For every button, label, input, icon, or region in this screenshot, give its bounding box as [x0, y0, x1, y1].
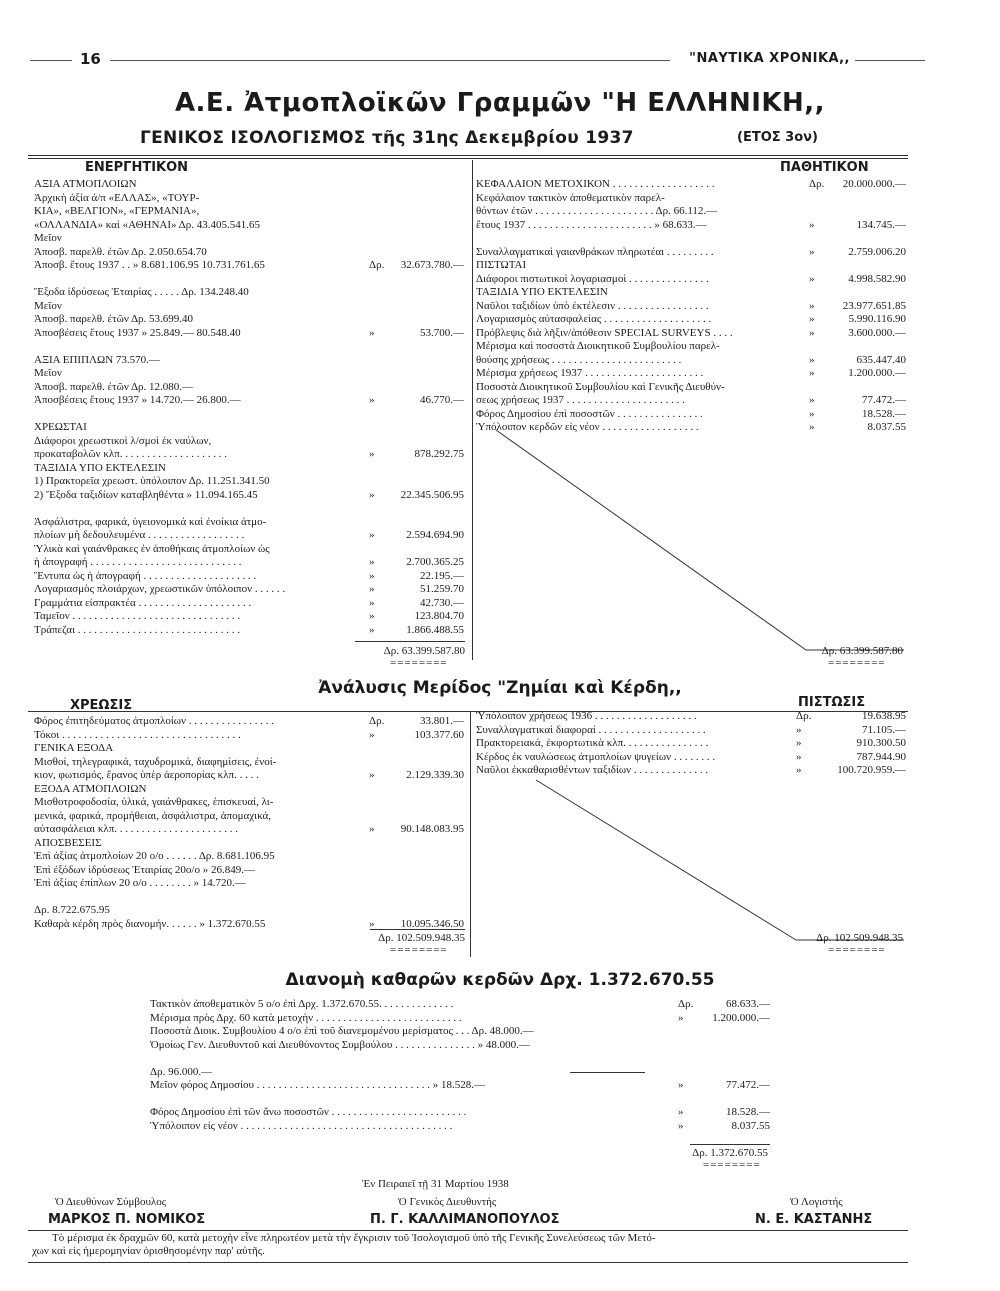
line-label: Ταμεῖον . . . . . . . . . . . . . . . . . . . . . . . . . . . . . . .: [34, 610, 241, 622]
column-divider: [472, 160, 473, 660]
line-label: Ἐπὶ ἀξίας ἐπίπλων 20 ο/ο . . . . . . . . » 14.720.—: [34, 877, 246, 889]
currency-mark: »: [369, 326, 375, 339]
line-item: [34, 462, 464, 476]
line-item: [150, 1039, 770, 1053]
line-label: Ἔξοδα ἱδρύσεως Ἑταιρίας . . . . . Δρ. 134.248.40: [34, 286, 249, 298]
currency-mark: »: [678, 1106, 684, 1118]
line-item: [34, 823, 464, 837]
line-label: Μισθοί, τηλεγραφικά, ταχυδρομικά, διαφημίσεις, ἐνοί-: [34, 755, 277, 768]
line-label: ΕΞΟΔΑ ΑΤΜΟΠΛΟΙΩΝ: [34, 782, 147, 795]
currency-mark: »: [369, 823, 375, 835]
line-label: ΑΞΙΑ ΕΠΙΠΛΩΝ 73.570.—: [34, 353, 160, 366]
line-item: [34, 435, 464, 449]
line-label: Ἀποσβ. παρελθ. ἐτῶν Δρ. 12.080.—: [34, 380, 194, 393]
currency-mark: »: [678, 1119, 684, 1132]
amount: 3.600.000.—: [848, 326, 906, 339]
currency-mark: »: [809, 326, 815, 339]
currency-mark: »: [809, 407, 815, 420]
publication-name: "ΝΑΥΤΙΚΑ ΧΡΟΝΙΚΑ,,: [689, 51, 850, 66]
line-item: [476, 300, 906, 314]
line-item: [34, 543, 464, 557]
amount: 23.977.651.85: [842, 299, 906, 312]
amount: 134.745.—: [856, 218, 906, 231]
line-item: [476, 219, 906, 233]
amount: 123.804.70: [414, 610, 464, 622]
amount: 18.528.—: [862, 407, 906, 420]
line-label: Ἔντυπα ὡς ἡ ἀπογραφή . . . . . . . . . . . . . . . . . . . . .: [34, 569, 257, 582]
debit-total: [340, 932, 465, 944]
place-date: Ἐν Πειραιεῖ τῇ 31 Μαρτίου 1938: [362, 1178, 509, 1190]
amount: 22.345.506.95: [400, 488, 464, 501]
line-item: [34, 205, 464, 219]
amount: 5.990.116.90: [848, 313, 906, 325]
assets-list: [34, 178, 464, 637]
currency-mark: »: [369, 569, 375, 582]
currency-mark: »: [369, 596, 375, 609]
line-item: [476, 246, 906, 260]
line-label: Ναῦλοι ταξιδίων ὑπὸ ἐκτέλεσιν . . . . . . . . . . . . . . . . .: [476, 299, 709, 312]
line-label: ΧΡΕΩΣΤΑΙ: [34, 421, 87, 433]
amount: 1.200.000.—: [848, 367, 906, 379]
line-label: Συναλλαγματικαὶ γαιανθράκων πληρωτέαι . . . . . . . . .: [476, 245, 714, 258]
amount: 635.447.40: [856, 353, 906, 366]
line-label: Ὑπόλοιπον χρήσεως 1936 . . . . . . . . . . . . . . . . . . .: [476, 710, 697, 722]
double-rule: ========: [390, 944, 448, 956]
signature-role: Ὁ Γενικὸς Διευθυντής: [398, 1196, 497, 1208]
amount: 10.095.346.50: [400, 917, 464, 930]
line-item: [476, 367, 906, 381]
distribution-total: [650, 1147, 768, 1159]
double-rule: ========: [703, 1159, 761, 1171]
line-item: [150, 998, 770, 1012]
line-label: προκαταβολῶν κλπ. . . . . . . . . . . . . . . . . . . .: [34, 448, 228, 460]
amount: 90.148.083.95: [400, 823, 464, 835]
credit-total-label: Δρ.: [816, 932, 832, 944]
line-item: [34, 475, 464, 489]
line-label: Λογαριασμὸς αὐτασφαλείας . . . . . . . . . . . . . . . . . . . .: [476, 313, 712, 325]
line-item: [476, 751, 906, 765]
signature-name: Π. Γ. ΚΑΛΛΙΜΑΝΟΠΟΥΛΟΣ: [370, 1212, 560, 1227]
line-label: Κεφάλαιον τακτικὸν ἀποθεματικὸν παρελ-: [476, 191, 665, 204]
footnote-line: χων καὶ εἰς ἡμερομηνίαν ὁρισθησομένην παρ' αὐτῆς.: [32, 1245, 265, 1257]
currency-mark: »: [809, 245, 815, 258]
line-label: ΓΕΝΙΚΑ ΕΞΟΔΑ: [34, 742, 114, 754]
line-label: Μέρισμα πρὸς Δρχ. 60 κατὰ μετοχὴν . . . . . . . . . . . . . . . . . . . . . . . . . . .: [150, 1011, 462, 1024]
line-label: Πρακτορειακά, ἐκφορτωτικὰ κλπ. . . . . . . . . . . . . . . .: [476, 737, 709, 749]
line-label: Ἀποσβέσεις ἔτους 1937 » 25.849.— 80.548.40: [34, 326, 241, 339]
line-label: Ὑπόλοιπον εἰς νέον . . . . . . . . . . . . . . . . . . . . . . . . . . . . . . . . . . . . . . .: [150, 1119, 453, 1132]
line-item: [34, 529, 464, 543]
line-label: Ναῦλοι ἐκκαθαρισθέντων ταξιδίων . . . . . . . . . . . . . .: [476, 764, 709, 776]
double-rule: ========: [828, 944, 886, 956]
line-label: Ὑλικὰ καὶ γαιάνθρακες ἐν ἀποθήκαις ἀτμοπλοίων ὡς: [34, 542, 270, 555]
currency-mark: »: [796, 737, 802, 749]
double-rule: ========: [828, 657, 886, 669]
line-item: [34, 232, 464, 246]
line-label: ΚΕΦΑΛΑΙΟΝ ΜΕΤΟΧΙΚΟΝ . . . . . . . . . . . . . . . . . . .: [476, 178, 715, 190]
footnote-line: Τὸ μέρισμα ἐκ δραχμῶν 60, κατὰ μετοχὴν εἶνε πληρωτέον μετὰ τὴν ἔγκρισιν τοῦ Ἰσολογισμοῦ ὑπὸ τῆς Γενικῆς Συνελεύσεως τῶν Μετό-: [52, 1232, 656, 1244]
line-label: «ΟΛΛΑΝΔΙΑ» καὶ «ΑΘΗΝΑΙ» Δρ. 43.405.541.65: [34, 218, 260, 231]
amount: 19.638.95: [862, 710, 906, 722]
amount: 100.720.959.—: [837, 764, 906, 776]
line-label: Φόρος ἐπιτηδεύματος ἀτμοπλοίων . . . . . . . . . . . . . . . .: [34, 715, 275, 727]
line-item: [150, 1133, 770, 1147]
line-item: [34, 502, 464, 516]
line-item: [34, 756, 464, 770]
amount: 51.259.70: [420, 583, 464, 595]
line-item: [34, 394, 464, 408]
currency-mark: »: [678, 1011, 684, 1024]
divider: [28, 1262, 908, 1263]
line-label: ΑΞΙΑ ΑΤΜΟΠΛΟΙΩΝ: [34, 178, 137, 190]
currency-mark: »: [369, 583, 375, 595]
debit-total-value: 102.509.948.35: [396, 932, 465, 944]
line-item: [34, 192, 464, 206]
amount: 68.633.—: [726, 998, 770, 1010]
pl-title: Ἀνάλυσις Μερίδος "Ζημίαι καὶ Κέρδη,,: [318, 678, 682, 698]
line-label: Τράπεζαι . . . . . . . . . . . . . . . . . . . . . . . . . . . . . .: [34, 623, 241, 636]
line-label: Ἀποσβ. παρελθ. ἐτῶν Δρ. 2.050.654.70: [34, 245, 207, 258]
line-label: Ὁμοίως Γεν. Διευθυντοῦ καὶ Διευθύνοντος Συμβούλου . . . . . . . . . . . . . . . » 48.000.—: [150, 1038, 530, 1051]
line-label: Συναλλαγματικαὶ διαφοραί . . . . . . . . . . . . . . . . . . . .: [476, 723, 706, 736]
line-label: ΤΑΞΙΔΙΑ ΥΠΟ ΕΚΤΕΛΕΣΙΝ: [34, 461, 166, 474]
credit-total-value: 102.509.948.35: [834, 932, 903, 944]
line-item: [34, 367, 464, 381]
line-item: [476, 205, 906, 219]
currency-mark: »: [678, 1079, 684, 1091]
amount: 71.105.—: [862, 723, 906, 736]
header-rule: [30, 60, 72, 61]
line-label: ἡ ἀπογραφή . . . . . . . . . . . . . . . . . . . . . . . . . . . .: [34, 556, 242, 568]
line-item: [34, 381, 464, 395]
liabilities-total: [785, 645, 903, 657]
line-label: Μεῖον φόρος Δημοσίου . . . . . . . . . . . . . . . . . . . . . . . . . . . . . . . . » 18.528.—: [150, 1079, 485, 1091]
line-label: κιον, φωτισμός, ἔρανος ὑπὲρ ἀεροπορίας κλπ. . . . .: [34, 769, 259, 781]
line-item: [476, 232, 906, 246]
footnote: [32, 1232, 897, 1258]
line-item: [476, 273, 906, 287]
currency-mark: Δρ.: [678, 998, 694, 1010]
line-item: [34, 583, 464, 597]
double-rule: ========: [390, 657, 448, 669]
assets-total: [350, 645, 465, 657]
line-label: Ἀσφάλιστρα, φαρικά, ὑγειονομικά καὶ ἐνοίκια ἀτμο-: [34, 515, 267, 528]
line-label: ΚΙΑ», «ΒΕΛΓΙΟΝ», «ΓΕΡΜΑΝΙΑ»,: [34, 205, 200, 217]
currency-mark: »: [796, 723, 802, 736]
line-label: Ποσοστὰ Διοικητικοῦ Συμβουλίου καὶ Γενικῆς Διευθύν-: [476, 380, 725, 393]
line-label: ἔτους 1937 . . . . . . . . . . . . . . . . . . . . . . . » 68.633.—: [476, 218, 707, 231]
line-item: [476, 394, 906, 408]
line-label: Μεῖον: [34, 299, 62, 312]
line-label: Καθαρὰ κέρδη πρὸς διανομήν. . . . . . » 1.372.670.55: [34, 917, 266, 930]
line-item: [34, 516, 464, 530]
line-item: [34, 610, 464, 624]
line-item: [34, 408, 464, 422]
signature-name: Ν. Ε. ΚΑΣΤΑΝΗΣ: [755, 1212, 873, 1227]
amount: 46.770.—: [420, 394, 464, 406]
amount: 18.528.—: [726, 1106, 770, 1118]
amount: 33.801.—: [420, 715, 464, 727]
line-item: [34, 246, 464, 260]
debit-list: [34, 715, 464, 931]
amount: 42.730.—: [420, 596, 464, 609]
line-item: [476, 408, 906, 422]
amount: 32.673.780.—: [400, 259, 464, 271]
line-item: [34, 340, 464, 354]
currency-mark: »: [369, 610, 375, 622]
amount: 77.472.—: [862, 394, 906, 406]
amount: 1.866.488.55: [406, 623, 464, 636]
sum-rule: [570, 1072, 645, 1073]
amount: 103.377.60: [414, 728, 464, 741]
line-label: θόντων ἐτῶν . . . . . . . . . . . . . . . . . . . . . . Δρ. 66.112.—: [476, 205, 718, 217]
line-item: [34, 597, 464, 611]
line-label: Κέρδος ἐκ ναυλώσεως ἀτμοπλοίων ψυγείων . . . . . . . .: [476, 750, 716, 763]
amount: 2.759.006.20: [848, 245, 906, 258]
currency-mark: »: [369, 728, 375, 741]
line-label: Ἀποσβέσεις ἔτους 1937 » 14.720.— 26.800.—: [34, 394, 241, 406]
amount: 2.594.694.90: [406, 529, 464, 541]
line-item: [34, 891, 464, 905]
debit-total-label: Δρ.: [378, 932, 394, 944]
amount: 53.700.—: [420, 326, 464, 339]
line-item: [34, 877, 464, 891]
line-label: θούσης χρήσεως . . . . . . . . . . . . . . . . . . . . . . . .: [476, 353, 682, 366]
line-item: [34, 313, 464, 327]
currency-mark: »: [796, 764, 802, 776]
currency-mark: »: [809, 218, 815, 231]
currency-mark: »: [809, 353, 815, 366]
line-label: Μέρισμα καὶ ποσοστὰ Διοικητικοῦ Συμβουλίου παρελ-: [476, 340, 720, 352]
assets-total-label: Δρ.: [383, 645, 399, 657]
line-item: [476, 327, 906, 341]
sum-rule: [355, 641, 465, 642]
amount: 4.998.582.90: [848, 272, 906, 285]
line-label: Ὑπόλοιπον κερδῶν εἰς νέον . . . . . . . . . . . . . . . . . .: [476, 421, 699, 433]
currency-mark: »: [369, 448, 375, 460]
currency-mark: Δρ.: [809, 178, 825, 190]
line-item: [150, 1106, 770, 1120]
line-label: Διάφοροι χρεωστικοὶ λ/σμοὶ ἐκ ναύλων,: [34, 434, 212, 447]
signature-name: ΜΑΡΚΟΣ Π. ΝΟΜΙΚΟΣ: [48, 1212, 206, 1227]
filler-diagonal: [476, 775, 906, 945]
amount: 2.129.339.30: [406, 769, 464, 781]
line-label: Μεῖον: [34, 232, 62, 244]
currency-mark: »: [369, 769, 375, 781]
line-item: [34, 810, 464, 824]
line-item: [34, 219, 464, 233]
line-item: [34, 864, 464, 878]
liabilities-total-label: Δρ.: [821, 645, 837, 657]
line-item: [34, 783, 464, 797]
line-label: Μέρισμα χρήσεως 1937 . . . . . . . . . . . . . . . . . . . . . .: [476, 367, 704, 379]
line-label: Λογαριασμὸς πλοιάρχων, χρεωστικῶν ὑπόλοιπον . . . . . .: [34, 583, 286, 595]
line-item: [34, 556, 464, 570]
assets-heading: ΕΝΕΡΓΗΤΙΚΟΝ: [85, 160, 189, 175]
line-label: Ἀρχικὴ ἀξία ἀ/π «ΕΛΛΑΣ», «ΤΟΥΡ-: [34, 191, 200, 204]
line-item: [34, 448, 464, 462]
line-label: Τακτικὸν ἀποθεματικὸν 5 ο/ο ἐπὶ Δρχ. 1.372.670.55. . . . . . . . . . . . . .: [150, 998, 454, 1010]
line-item: [34, 742, 464, 756]
balance-sheet-title: ΓΕΝΙΚΟΣ ΙΣΟΛΟΓΙΣΜΟΣ τῆς 31ης Δεκεμβρίου 1937: [140, 128, 634, 148]
line-label: μενικά, φαρικά, προμήθειαι, ἀσφάλιστρα, ἀπομαχικά,: [34, 809, 272, 822]
currency-mark: »: [369, 529, 375, 541]
currency-mark: »: [369, 623, 375, 636]
currency-mark: Δρ.: [369, 259, 385, 271]
line-label: ΠΙΣΤΩΤΑΙ: [476, 259, 527, 271]
line-label: Μεῖον: [34, 367, 62, 379]
line-item: [476, 737, 906, 751]
line-item: [34, 624, 464, 638]
currency-mark: »: [809, 313, 815, 325]
line-label: Δρ. 8.722.675.95: [34, 904, 110, 916]
currency-mark: Δρ.: [796, 710, 812, 722]
currency-mark: »: [809, 367, 815, 379]
line-item: [34, 327, 464, 341]
line-label: ΑΠΟΣΒΕΣΕΙΣ: [34, 836, 102, 849]
line-item: [34, 850, 464, 864]
line-label: Ἀποσβ. ἔτους 1937 . . » 8.681.106.95 10.731.761.65: [34, 259, 265, 271]
currency-mark: »: [809, 394, 815, 406]
line-item: [150, 1079, 770, 1093]
line-item: [476, 381, 906, 395]
liabilities-total-value: 63.399.587.80: [839, 645, 903, 657]
amount: 22.195.—: [420, 569, 464, 582]
line-item: [476, 710, 906, 724]
line-label: Ἐπὶ ἀξίας ἀτμοπλοίων 20 ο/ο . . . . . . Δρ. 8.681.106.95: [34, 850, 275, 862]
liabilities-list: [476, 178, 906, 435]
distribution-total-value: 1.372.670.55: [710, 1147, 768, 1159]
credit-total: [780, 932, 903, 944]
currency-mark: »: [809, 421, 815, 433]
currency-mark: Δρ.: [369, 715, 385, 727]
line-label: Ποσοστὰ Διοικ. Συμβουλίου 4 ο/ο ἐπὶ τοῦ διανεμομένου μερίσματος . . . Δρ. 48.000.—: [150, 1025, 534, 1037]
currency-mark: »: [809, 299, 815, 312]
line-item: [476, 354, 906, 368]
line-item: [476, 724, 906, 738]
line-item: [476, 178, 906, 192]
running-header: [30, 48, 925, 72]
line-label: Μισθοτροφοδοσία, ὑλικά, γαιάνθρακες, ἐπισκευαί, λι-: [34, 796, 274, 808]
amount: 910.300.50: [856, 737, 906, 749]
amount: 20.000.000.—: [842, 178, 906, 190]
signature-role: Ὁ Λογιστής: [790, 1196, 843, 1208]
line-item: [34, 570, 464, 584]
distribution-title: Διανομὴ καθαρῶν κερδῶν Δρχ. 1.372.670.55: [285, 970, 715, 990]
amount: 2.700.365.25: [406, 556, 464, 568]
divider: [28, 158, 908, 159]
line-item: [150, 1093, 770, 1107]
line-item: [150, 1066, 770, 1080]
liabilities-heading: ΠΑΘΗΤΙΚΟΝ: [780, 160, 869, 175]
line-label: Φόρος Δημοσίου ἐπὶ ποσοστῶν . . . . . . . . . . . . . . . .: [476, 407, 703, 420]
line-label: Γραμμάτια εἰσπρακτέα . . . . . . . . . . . . . . . . . . . . .: [34, 596, 252, 609]
line-item: [34, 837, 464, 851]
line-item: [34, 273, 464, 287]
signature-role: Ὁ Διευθύνων Σύμβουλος: [55, 1196, 167, 1208]
distribution-total-label: Δρ.: [692, 1147, 708, 1159]
line-item: [34, 259, 464, 273]
line-item: [34, 300, 464, 314]
line-item: [34, 354, 464, 368]
line-item: [34, 489, 464, 503]
distribution-list: [150, 998, 770, 1147]
line-label: Φόρος Δημοσίου ἐπὶ τῶν ἄνω ποσοστῶν . . . . . . . . . . . . . . . . . . . . . . . . .: [150, 1106, 467, 1118]
line-item: [150, 1052, 770, 1066]
line-label: 1) Πρακτορεῖα χρεωστ. ὑπόλοιπον Δρ. 11.251.341.50: [34, 475, 270, 487]
line-item: [34, 421, 464, 435]
header-rule: [855, 60, 925, 61]
fiscal-year-label: (ΕΤΟΣ 3ον): [737, 130, 818, 145]
credit-heading: ΠΙΣΤΩΣΙΣ: [798, 695, 866, 710]
line-label: Ἀποσβ. παρελθ. ἐτῶν Δρ. 53.699.40: [34, 313, 194, 325]
line-label: ΤΑΞΙΔΙΑ ΥΠΟ ΕΚΤΕΛΕΣΙΝ: [476, 286, 608, 298]
line-label: Πρόβλεψις διὰ λῆξιν/ἀπόθεσιν SPECIAL SURVEYS . . . .: [476, 326, 733, 339]
filler-diagonal: [476, 425, 906, 655]
amount: 8.037.55: [731, 1119, 770, 1132]
line-item: [150, 1025, 770, 1039]
line-item: [34, 796, 464, 810]
line-label: 2) Ἔξοδα ταξιδίων καταβληθέντα » 11.094.165.45: [34, 488, 258, 501]
line-item: [476, 259, 906, 273]
assets-total-value: 63.399.587.80: [401, 645, 465, 657]
amount: 787.944.90: [856, 750, 906, 763]
debit-heading: ΧΡΕΩΣΙΣ: [70, 698, 133, 713]
line-item: [34, 729, 464, 743]
column-divider: [470, 712, 471, 957]
line-item: [476, 286, 906, 300]
line-label: πλοίων μὴ δεδουλευμένα . . . . . . . . . . . . . . . . . .: [34, 529, 245, 541]
header-rule: [110, 60, 670, 61]
amount: 77.472.—: [726, 1079, 770, 1091]
line-label: Διάφοροι πιστωτικοὶ λογαριασμοὶ . . . . . . . . . . . . . . .: [476, 272, 709, 285]
line-item: [34, 178, 464, 192]
line-item: [34, 715, 464, 729]
company-title: Α.Ε. Ἀτμοπλοϊκῶν Γραμμῶν "Η ΕΛΛΗΝΙΚΗ,,: [174, 88, 826, 118]
line-label: Τόκοι . . . . . . . . . . . . . . . . . . . . . . . . . . . . . . . . .: [34, 728, 241, 741]
line-label: Ἐπὶ ἐξόδων ἱδρύσεως Ἑταιρίας 20ο/ο » 26.849.—: [34, 863, 255, 876]
divider: [28, 155, 908, 156]
line-item: [150, 1012, 770, 1026]
line-label: αὐτασφάλειαι κλπ. . . . . . . . . . . . . . . . . . . . . . .: [34, 823, 238, 835]
line-label: Δρ. 96.000.—: [150, 1065, 213, 1078]
line-item: [476, 340, 906, 354]
currency-mark: »: [796, 750, 802, 763]
sum-rule: [690, 1144, 770, 1145]
currency-mark: »: [369, 917, 375, 930]
amount: 1.200.000.—: [712, 1011, 770, 1024]
line-item: [34, 286, 464, 300]
line-item: [476, 313, 906, 327]
sum-rule: [370, 929, 465, 930]
line-item: [34, 769, 464, 783]
line-item: [34, 904, 464, 918]
amount: 8.037.55: [867, 421, 906, 433]
currency-mark: »: [369, 488, 375, 501]
line-label: σεως χρήσεως 1937 . . . . . . . . . . . . . . . . . . . . . .: [476, 394, 685, 406]
currency-mark: »: [369, 394, 375, 406]
amount: 878.292.75: [414, 448, 464, 460]
divider: [28, 1230, 908, 1231]
currency-mark: »: [369, 556, 375, 568]
page-number: 16: [80, 50, 101, 68]
currency-mark: »: [809, 272, 815, 285]
credit-list: [476, 710, 906, 778]
line-item: [476, 192, 906, 206]
line-item: [150, 1120, 770, 1134]
